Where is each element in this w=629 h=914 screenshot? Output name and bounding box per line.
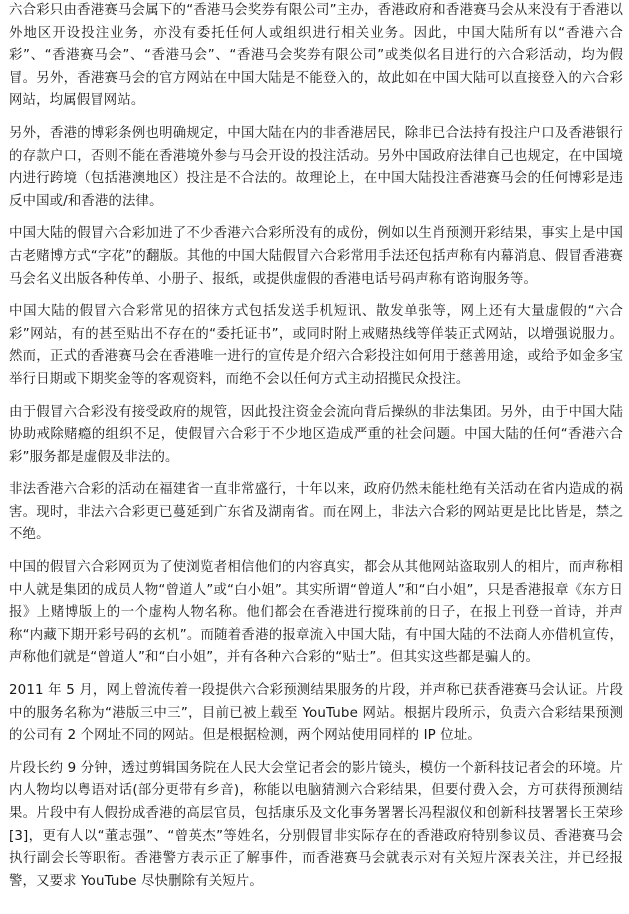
paragraph-video-details: 片段长约 9 分钟，透过剪辑国务院在人民大会堂记者会的影片镜头，模仿一个新科技记者会的环境。片内人物均以粤语对话(部分更带有乡音)，称能以电脑猜测六合彩结果，但要付费入会，方可获得预测结果。片段中有人假扮成香港的高层官员，包括康乐及文化事务署署长冯程淑仪和创新科技署署长王荣珍[3]，更有人以“董志强”、“曾英杰”等姓名，分别假冒非实际存在的香港政府特别参议员、香港赛马会执行副会长等职衔。香港警方表示正了解事件，而香港赛马会就表示对有关短片深表关注，并已经报警，又要求 YouTube 尽快删除有关短片。	[9, 760, 623, 889]
paragraph-counterfeit-elements: 中国大陆的假冒六合彩加进了不少香港六合彩所没有的成份，例如以生肖预测开彩结果，事实上是中国古老赌博方式“字花”的翻版。其他的中国大陆假冒六合彩常用手法还包括声称有内幕消息、假冒香港赛马会名义出版各种传单、小册子、报纸，或提供虚假的香港电话号码声称有谘询服务等。	[9, 226, 623, 287]
paragraph-sole-operator: 六合彩只由香港赛马会属下的“香港马会奖券有限公司”主办，香港政府和香港赛马会从来没有于香港以外地区开设投注业务，亦没有委托任何人或组织进行相关业务。因此，中国大陆所有以“香港六合彩”、“香港赛马会”、“香港马会”、“香港马会奖券有限公司”或类似名目进行的六合彩活动，均为假冒。另外，香港赛马会的官方网站在中国大陆是不能登入的，故此如在中国大陆可以直接登入的六合彩网站，均属假冒网站。	[9, 3, 623, 109]
paragraph-regional-spread: 非法香港六合彩的活动在福建省一直非常盛行，十年以来，政府仍然未能杜绝有关活动在省内造成的祸害。现时，非法六合彩更已蔓延到广东省及湖南省。而在网上，非法六合彩的网站更是比比皆是，禁之不绝。	[9, 482, 623, 543]
paragraph-2011-video: 2011 年 5 月，网上曾流传着一段提供六合彩预测结果服务的片段，并声称已获香港赛马会认证。片段中的服务名称为“港版三中三”，目前已被上载至 YouTube 网站。根据片段所示，负责六合彩结果预测的公司有 2 个网址不同的网站。但是根据检测，两个网站使用同样的 IP 位址。	[9, 683, 623, 744]
paragraph-fake-personas: 中国的假冒六合彩网页为了使浏览者相信他们的内容真实，都会从其他网站盗取别人的相片，而声称相中人就是集团的成员人物“曾道人”或“白小姐”。其实所谓“曾道人”和“白小姐”，只是香港报章《东方日报》上赌博版上的一个虚构人物名称。他们都会在香港进行搅珠前的日子，在报上刊登一首诗，并声称“内藏下期开彩号码的玄机”。而随着香港的报章流入中国大陆，有中国大陆的不法商人亦借机宣传，声称他们就是“曾道人”和“白小姐”，并有各种六合彩的“贴士”。但其实这些都是骗人的。	[9, 560, 623, 666]
paragraph-solicitation-methods: 中国大陆的假冒六合彩常见的招徕方式包括发送手机短讯、散发单张等，网上还有大量虚假的“六合彩”网站，有的甚至贴出不存在的“委托证书”，或同时附上戒赌热线等佯装正式网站，以增强说服力。然而，正式的香港赛马会在香港唯一进行的宣传是介绍六合彩投注如何用于慈善用途，或给予如金多宝举行日期或下期奖金等的客观资料，而绝不会以任何方式主动招揽民众投注。	[9, 304, 623, 387]
paragraph-unregulated-funds: 由于假冒六合彩没有接受政府的规管，因此投注资金会流向背后操纵的非法集团。另外，由于中国大陆协助戒除赌瘾的组织不足，使假冒六合彩于不少地区造成严重的社会问题。中国大陆的任何“香港六合彩”服务都是虚假及非法的。	[9, 404, 623, 465]
paragraph-betting-ordinance: 另外，香港的博彩条例也明确规定，中国大陆在内的非香港居民，除非已合法持有投注户口及香港银行的存款户口，否则不能在香港境外参与马会开设的投注活动。另外中国政府法律自己也规定，在中国境内进行跨境（包括港澳地区）投注是不合法的。故理论上，在中国大陆投注香港赛马会的任何博彩是违反中国或/和香港的法律。	[9, 125, 623, 209]
